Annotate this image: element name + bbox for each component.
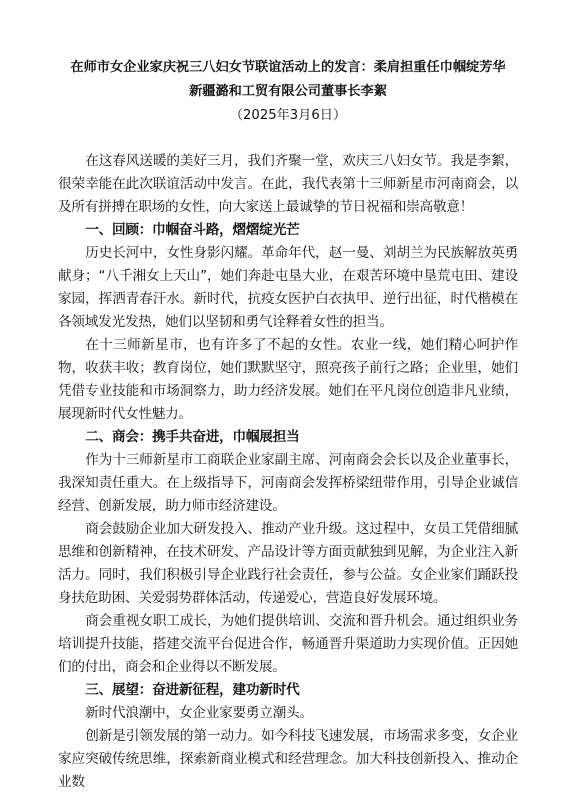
title-line-2: 新疆潞和工贸有限公司董事长李絮 xyxy=(189,84,387,99)
section-heading-3: 三、展望：奋进新征程，建功新时代 xyxy=(85,682,300,698)
title-line-1: 在师市女企业家庆祝三八妇女节联谊活动上的发言：柔肩担重任巾帼绽芳华 xyxy=(70,60,506,75)
date-line: （2025年3月6日） xyxy=(229,108,347,123)
paragraph: 在十三师新星市，也有许多了不起的女性。农业一线，她们精心呵护作物，收获丰收；教育岗位，她们默默坚守，照亮孩子前行之路；企业里，她们凭借专业技能和市场洞察力，助力经济发展。她们在平凡岗位创造非凡业绩，展现新时代女性魅力。 xyxy=(58,337,518,422)
paragraph-intro: 在这春风送暖的美好三月，我们齐聚一堂，欢庆三八妇女节。我是李絮，很荣幸能在此次联谊活动中发言。在此，我代表第十三师新星市河南商会，以及所有拼搏在职场的女性，向大家送上最诚挚的节日祝福和崇高敬意！ xyxy=(58,153,518,215)
paragraph: 商会鼓励企业加大研发投入、推动产业升级。这过程中，女员工凭借细腻思维和创新精神，在技术研发、产品设计等方面贡献独到见解，为企业注入新活力。同时，我们积极引导企业践行社会责任，参与公益。女企业家们踊跃投身扶危助困、关爱弱势群体活动，传递爱心，营造良好发展环境。 xyxy=(58,521,518,606)
paragraph: 商会重视女职工成长，为她们提供培训、交流和晋升机会。通过组织业务培训提升技能，搭建交流平台促进合作，畅通晋升渠道助力实现价值。正因她们的付出，商会和企业得以不断发展。 xyxy=(58,613,518,675)
paragraph: 新时代浪潮中，女企业家要勇立潮头。 xyxy=(85,705,313,721)
paragraph: 创新是引领发展的第一动力。如今科技飞速发展，市场需求多变，女企业家应突破传统思维，探索新商业模式和经营理念。加大科技创新投入、推动企业数 xyxy=(58,728,518,790)
paragraph: 历史长河中，女性身影闪耀。革命年代，赵一曼、刘胡兰为民族解放英勇献身；“八千湘女上天山”，她们奔赴屯垦大业，在艰苦环境中垦荒屯田、建设家园，挥洒青春汗水。新时代，抗疫女医护白衣执甲、逆行出征，时代楷模在各领域发光发热，她们以坚韧和勇气诠释着女性的担当。 xyxy=(58,245,518,330)
section-heading-1: 一、回顾：巾帼奋斗路，熠熠绽光芒 xyxy=(85,222,300,238)
paragraph: 作为十三师新星市工商联企业家副主席、河南商会会长以及企业董事长，我深知责任重大。在上级指导下，河南商会发挥桥梁纽带作用，引导企业诚信经营、创新发展，助力师市经济建设。 xyxy=(58,452,518,514)
section-heading-2: 二、商会：携手共奋进，巾帼展担当 xyxy=(85,429,300,445)
